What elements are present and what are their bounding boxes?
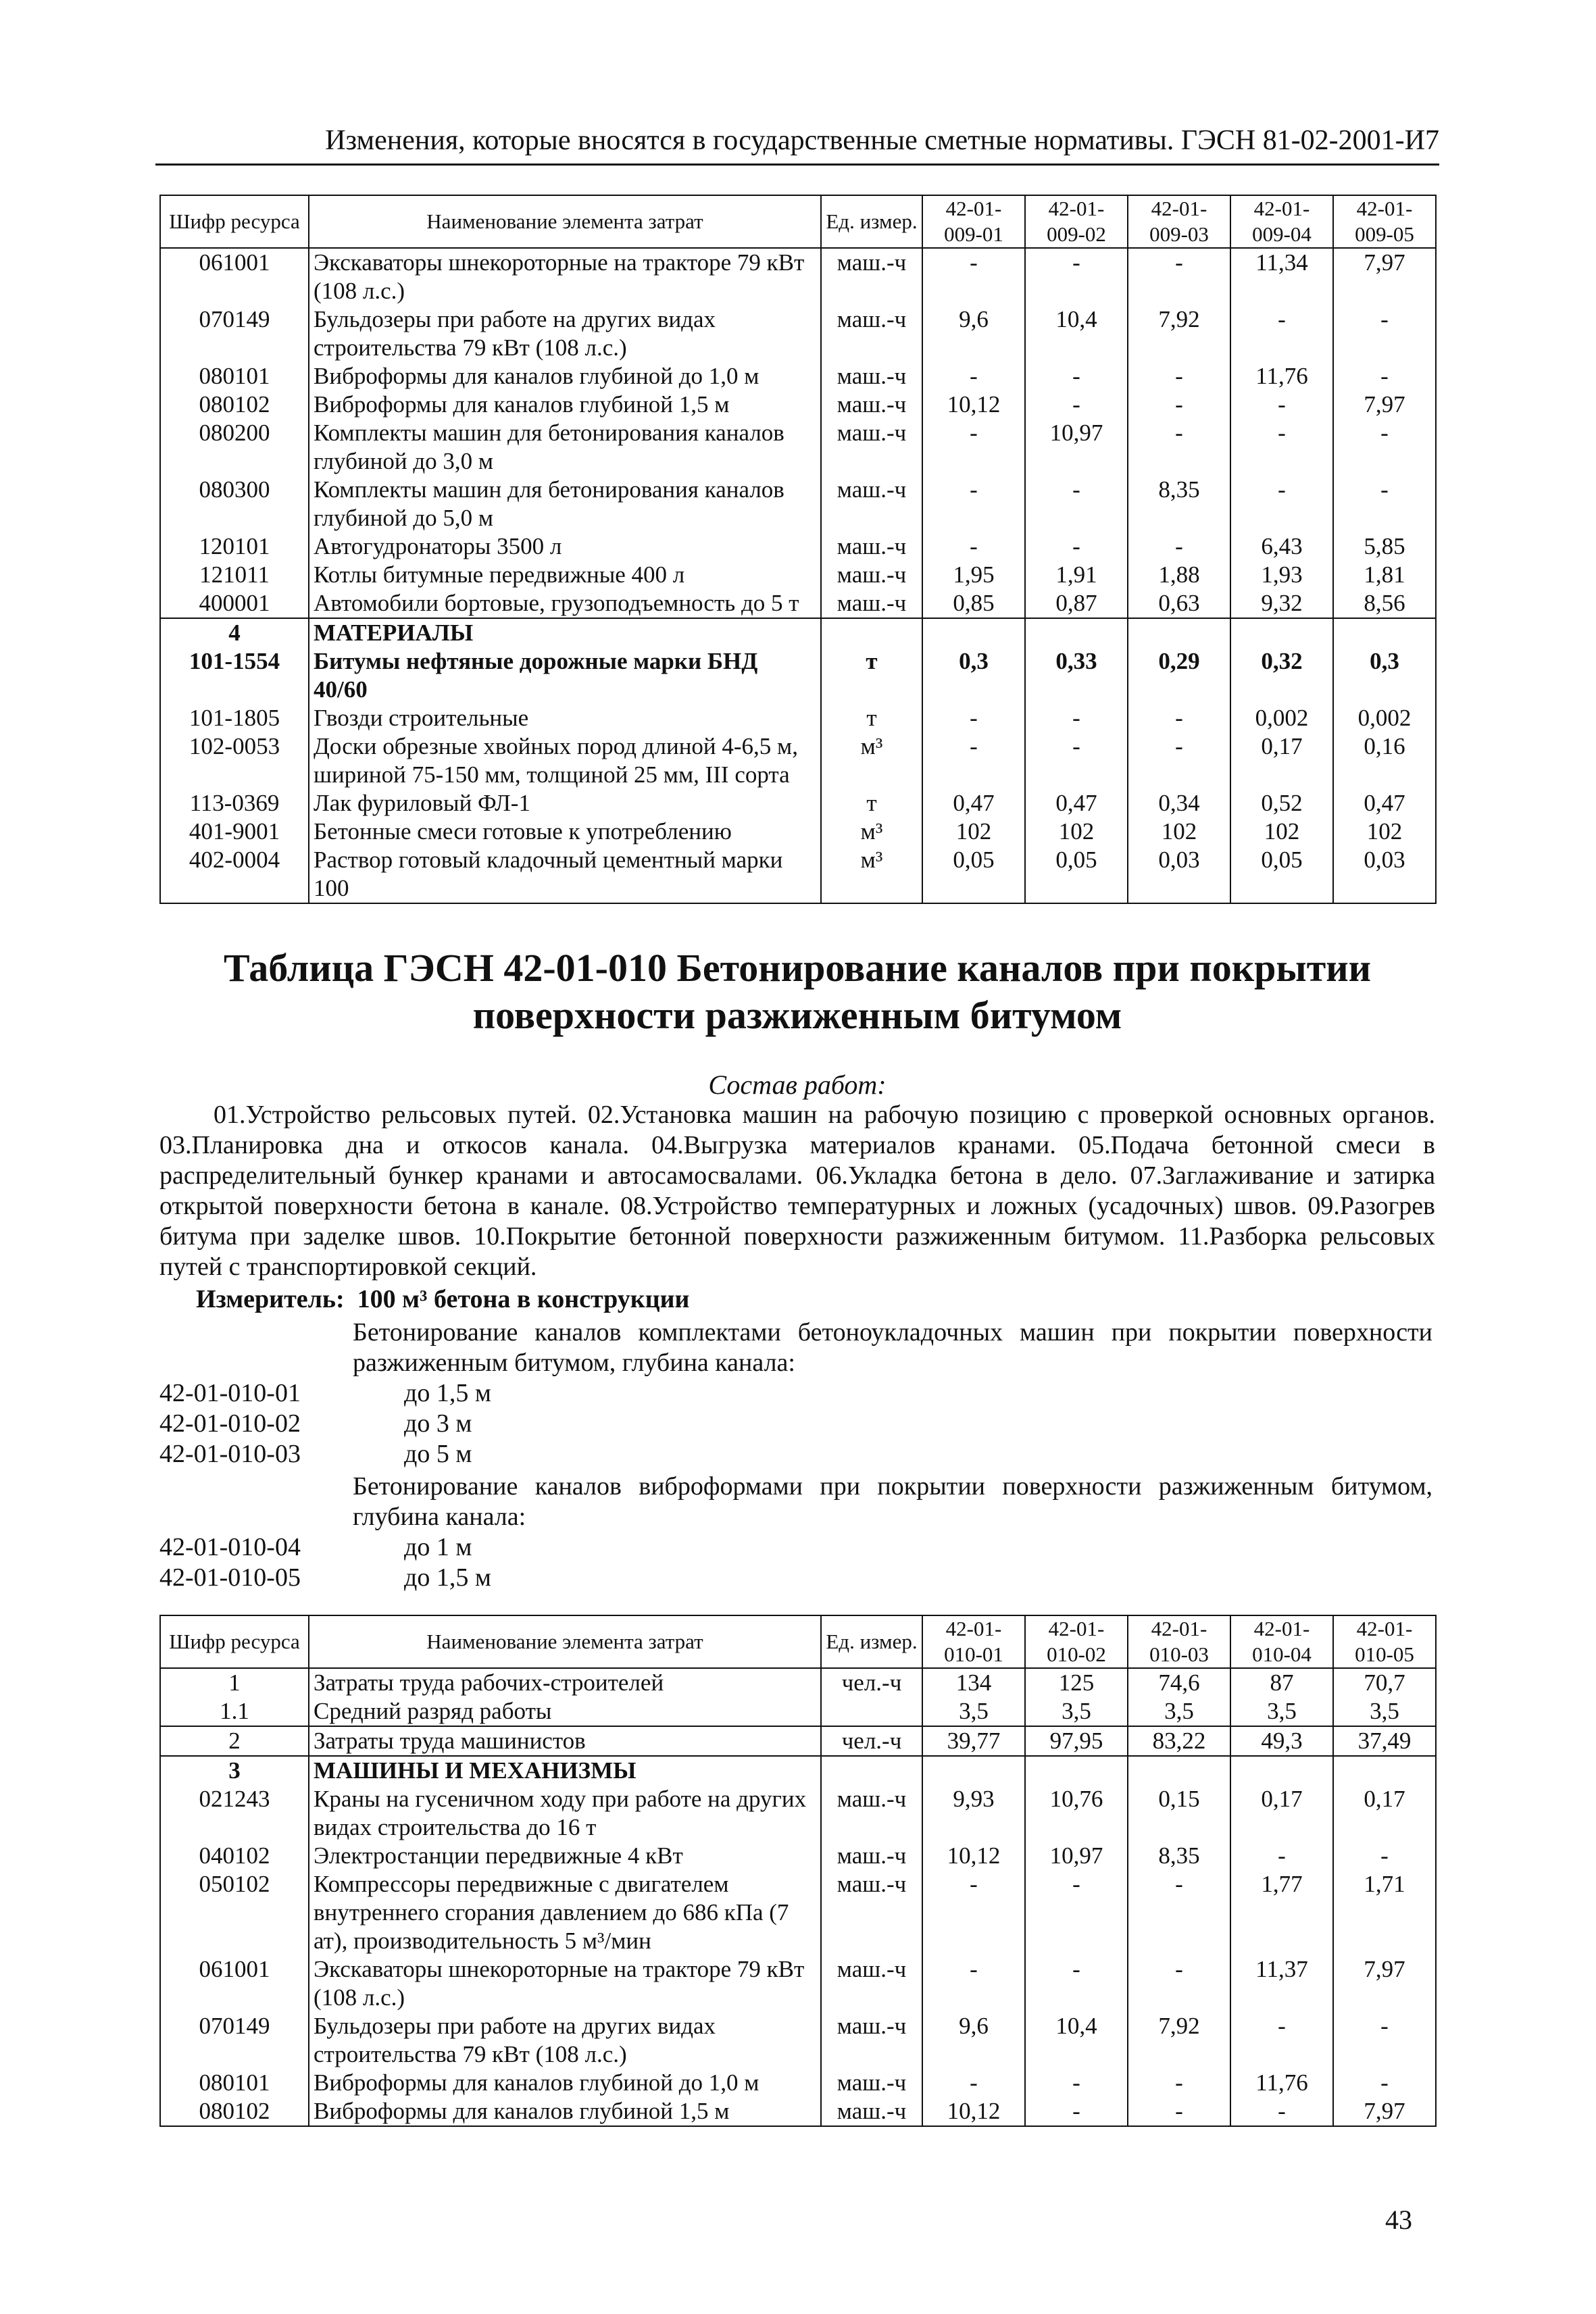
resource-table-009 <box>159 195 1437 904</box>
norm-value <box>922 1756 1025 1785</box>
norm-value: 37,49 <box>1333 1726 1436 1756</box>
norm-value: - <box>1025 391 1128 419</box>
resource-code: 402-0004 <box>160 846 309 903</box>
column-header: Шифр ресурса <box>160 1615 309 1668</box>
norm-value: - <box>1128 248 1230 305</box>
norm-value: 10,97 <box>1025 419 1128 476</box>
norm-value: 0,002 <box>1333 704 1436 732</box>
table-row <box>160 2012 1436 2069</box>
norm-value: - <box>1230 2097 1333 2126</box>
norm-value: 8,56 <box>1333 589 1436 618</box>
norm-value: - <box>1025 704 1128 732</box>
resource-code: 121011 <box>160 561 309 589</box>
norm-value <box>1025 1756 1128 1785</box>
table-row <box>160 1870 1436 1955</box>
resource-name: МАТЕРИАЛЫ <box>309 618 821 647</box>
norm-value: 70,7 <box>1333 1668 1436 1697</box>
norm-value: - <box>1230 419 1333 476</box>
table-row <box>160 1842 1436 1870</box>
norm-value: 0,16 <box>1333 732 1436 789</box>
resource-table-010 <box>159 1615 1437 2127</box>
unit: чел.-ч <box>821 1726 922 1756</box>
norm-value: 83,22 <box>1128 1726 1230 1756</box>
work-composition-label: Состав работ: <box>708 1070 887 1100</box>
norm-value: 0,15 <box>1128 1785 1230 1842</box>
norm-value: - <box>1025 1870 1128 1955</box>
resource-code: 1 <box>160 1668 309 1697</box>
unit: маш.-ч <box>821 476 922 532</box>
norm-value: - <box>922 704 1025 732</box>
norm-depth: до 3 м <box>404 1409 472 1438</box>
column-header: 42-01- 010-04 <box>1230 1615 1333 1668</box>
norm-value: 0,05 <box>922 846 1025 903</box>
column-header: 42-01- 009-01 <box>922 195 1025 248</box>
norm-value: - <box>1128 1870 1230 1955</box>
unit: маш.-ч <box>821 1870 922 1955</box>
table-row <box>160 1785 1436 1842</box>
column-header: 42-01- 010-03 <box>1128 1615 1230 1668</box>
column-header: Наименование элемента затрат <box>309 195 821 248</box>
table-row <box>160 818 1436 846</box>
resource-code: 070149 <box>160 305 309 362</box>
norm-value: 102 <box>1333 818 1436 846</box>
resource-code: 040102 <box>160 1842 309 1870</box>
norm-code: 42-01-010-05 <box>159 1563 301 1592</box>
work-composition-text: 01.Устройство рельсовых путей. 02.Установка машин на рабочую позицию с проверкой основных органов. 03.Планировка дна и откосов канала. 04.Выгрузка материалов кранами. 05.Подача бетонной смеси в распределительный бункер кранами и автосамосвалами. 06.Укладка бетона в дело. 07.Заглаживание и затирка открытой поверхности бетона в канале. 08.Устройство температурных и ложных (усадочных) швов. 09.Разогрев битума при заделке швов. 10.Покрытие бетонной поверхности разжиженным битумом. 11.Разборка рельсовых путей с транспортировкой секций. <box>159 1101 1435 1281</box>
unit: маш.-ч <box>821 362 922 391</box>
norm-value: 0,17 <box>1333 1785 1436 1842</box>
norm-value: - <box>1025 2097 1128 2126</box>
norm-value: - <box>1128 362 1230 391</box>
table-row <box>160 1697 1436 1726</box>
resource-code: 080300 <box>160 476 309 532</box>
norm-value: - <box>1128 391 1230 419</box>
norm-value: - <box>1333 476 1436 532</box>
norm-value: 0,47 <box>1025 789 1128 818</box>
measure-value: 100 м³ бетона в конструкции <box>357 1285 690 1313</box>
norm-value: 0,32 <box>1230 647 1333 704</box>
resource-code: 061001 <box>160 248 309 305</box>
resource-code: 2 <box>160 1726 309 1756</box>
norm-value: 0,03 <box>1333 846 1436 903</box>
resource-code: 101-1554 <box>160 647 309 704</box>
resource-code: 021243 <box>160 1785 309 1842</box>
resource-name: Битумы нефтяные дорожные марки БНД 40/60 <box>309 647 821 704</box>
norm-value: 97,95 <box>1025 1726 1128 1756</box>
resource-name: Виброформы для каналов глубиной до 1,0 м <box>309 2069 821 2097</box>
norm-value: 8,35 <box>1128 1842 1230 1870</box>
norm-value <box>1333 618 1436 647</box>
table-row <box>160 305 1436 362</box>
norm-value: 87 <box>1230 1668 1333 1697</box>
norm-value: 9,93 <box>922 1785 1025 1842</box>
resource-name: Котлы битумные передвижные 400 л <box>309 561 821 589</box>
unit: м³ <box>821 818 922 846</box>
norm-value: - <box>1025 1955 1128 2012</box>
resource-code: 4 <box>160 618 309 647</box>
norm-value: - <box>922 419 1025 476</box>
norm-value: 0,33 <box>1025 647 1128 704</box>
table-header-row <box>160 1615 1436 1668</box>
column-header: 42-01- 009-03 <box>1128 195 1230 248</box>
norm-value <box>1128 1756 1230 1785</box>
norm-value: 0,85 <box>922 589 1025 618</box>
resource-code: 101-1805 <box>160 704 309 732</box>
resource-code: 1.1 <box>160 1697 309 1726</box>
resource-code: 113-0369 <box>160 789 309 818</box>
norm-value: 1,91 <box>1025 561 1128 589</box>
norm-value: 10,12 <box>922 2097 1025 2126</box>
unit: маш.-ч <box>821 2069 922 2097</box>
norm-code: 42-01-010-03 <box>159 1440 301 1468</box>
resource-name: Средний разряд работы <box>309 1697 821 1726</box>
norm-value: 0,3 <box>1333 647 1436 704</box>
resource-code: 080101 <box>160 2069 309 2097</box>
table-row <box>160 789 1436 818</box>
norm-value: - <box>1025 532 1128 561</box>
norm-value: 11,76 <box>1230 362 1333 391</box>
norm-value: 1,88 <box>1128 561 1230 589</box>
norm-value: 7,97 <box>1333 2097 1436 2126</box>
norm-value <box>1128 618 1230 647</box>
norm-value: - <box>922 248 1025 305</box>
norm-depth: до 5 м <box>404 1440 472 1468</box>
unit: т <box>821 704 922 732</box>
unit: чел.-ч <box>821 1668 922 1697</box>
norm-value: 102 <box>1025 818 1128 846</box>
table-row <box>160 532 1436 561</box>
table-row <box>160 476 1436 532</box>
table-row <box>160 248 1436 305</box>
norm-value: 1,77 <box>1230 1870 1333 1955</box>
unit: м³ <box>821 846 922 903</box>
norm-value: 10,12 <box>922 1842 1025 1870</box>
unit <box>821 618 922 647</box>
norm-value: 3,5 <box>1128 1697 1230 1726</box>
norm-value: - <box>1025 2069 1128 2097</box>
norm-value: 7,97 <box>1333 248 1436 305</box>
norm-value: 10,97 <box>1025 1842 1128 1870</box>
norm-value: 7,92 <box>1128 305 1230 362</box>
measure-label: Измеритель: <box>196 1285 345 1313</box>
unit: маш.-ч <box>821 419 922 476</box>
resource-code: 061001 <box>160 1955 309 2012</box>
unit: т <box>821 789 922 818</box>
norm-depth: до 1,5 м <box>404 1379 491 1407</box>
norm-value: - <box>1025 362 1128 391</box>
column-header: 42-01- 010-05 <box>1333 1615 1436 1668</box>
norm-value: 11,76 <box>1230 2069 1333 2097</box>
norm-value: 7,97 <box>1333 391 1436 419</box>
norm-value: - <box>1333 419 1436 476</box>
resource-code: 080102 <box>160 391 309 419</box>
column-header: Ед. измер. <box>821 1615 922 1668</box>
resource-name: Доски обрезные хвойных пород длиной 4-6,5 м, шириной 75-150 мм, толщиной 25 мм, III сорта <box>309 732 821 789</box>
norm-value: 1,93 <box>1230 561 1333 589</box>
resource-name: Виброформы для каналов глубиной 1,5 м <box>309 391 821 419</box>
norm-value: - <box>1230 391 1333 419</box>
norm-value: 1,71 <box>1333 1870 1436 1955</box>
unit: маш.-ч <box>821 1955 922 2012</box>
resource-name: Экскаваторы шнекороторные на тракторе 79 кВт (108 л.с.) <box>309 248 821 305</box>
table-row <box>160 704 1436 732</box>
norm-code: 42-01-010-02 <box>159 1409 301 1438</box>
unit: маш.-ч <box>821 561 922 589</box>
column-header: 42-01- 010-02 <box>1025 1615 1128 1668</box>
table-row <box>160 419 1436 476</box>
page-number: 43 <box>1385 2205 1412 2235</box>
unit: маш.-ч <box>821 1785 922 1842</box>
unit: маш.-ч <box>821 2097 922 2126</box>
resource-name: Лак фуриловый ФЛ-1 <box>309 789 821 818</box>
norm-value: 102 <box>1230 818 1333 846</box>
table-row <box>160 618 1436 647</box>
table-row <box>160 647 1436 704</box>
unit <box>821 1756 922 1785</box>
running-header: Изменения, которые вносятся в государственные сметные нормативы. ГЭСН 81-02-2001-И7 <box>155 122 1439 166</box>
norm-value: 102 <box>922 818 1025 846</box>
table-row <box>160 391 1436 419</box>
norm-value: - <box>1230 1842 1333 1870</box>
norm-value: 0,17 <box>1230 1785 1333 1842</box>
resource-name: Комплекты машин для бетонирования каналов глубиной до 5,0 м <box>309 476 821 532</box>
norm-value: 0,52 <box>1230 789 1333 818</box>
unit: маш.-ч <box>821 2012 922 2069</box>
resource-code: 401-9001 <box>160 818 309 846</box>
resource-code: 400001 <box>160 589 309 618</box>
norm-value: 3,5 <box>1025 1697 1128 1726</box>
table-row <box>160 2069 1436 2097</box>
resource-name: Затраты труда машинистов <box>309 1726 821 1756</box>
norm-value: 7,92 <box>1128 2012 1230 2069</box>
resource-name: Краны на гусеничном ходу при работе на других видах строительства до 16 т <box>309 1785 821 1842</box>
unit: м³ <box>821 732 922 789</box>
norm-value: - <box>1128 532 1230 561</box>
resource-code: 3 <box>160 1756 309 1785</box>
norm-value: - <box>1333 2069 1436 2097</box>
group1-codes <box>159 1378 362 1469</box>
resource-name: Бетонные смеси готовые к употреблению <box>309 818 821 846</box>
norm-value: 0,05 <box>1230 846 1333 903</box>
norm-value: 10,12 <box>922 391 1025 419</box>
table-row <box>160 1726 1436 1756</box>
unit: маш.-ч <box>821 1842 922 1870</box>
norm-value: 1,95 <box>922 561 1025 589</box>
norm-value: 0,47 <box>922 789 1025 818</box>
norm-value: - <box>1128 732 1230 789</box>
norm-value: - <box>1128 419 1230 476</box>
norm-value <box>1230 618 1333 647</box>
resource-code: 070149 <box>160 2012 309 2069</box>
norm-value: 11,34 <box>1230 248 1333 305</box>
norm-value: 1,81 <box>1333 561 1436 589</box>
column-header: 42-01- 009-02 <box>1025 195 1128 248</box>
norm-value: 49,3 <box>1230 1726 1333 1756</box>
norm-code: 42-01-010-04 <box>159 1533 301 1561</box>
resource-name: Раствор готовый кладочный цементный марки 100 <box>309 846 821 903</box>
resource-name: МАШИНЫ И МЕХАНИЗМЫ <box>309 1756 821 1785</box>
column-header: Наименование элемента затрат <box>309 1615 821 1668</box>
column-header: 42-01- 009-04 <box>1230 195 1333 248</box>
resource-name: Бульдозеры при работе на других видах строительства 79 кВт (108 л.с.) <box>309 2012 821 2069</box>
norm-value: 0,17 <box>1230 732 1333 789</box>
table-row <box>160 846 1436 903</box>
group2-description: Бетонирование каналов виброформами при покрытии поверхности разжиженным битумом, глубина канала: <box>353 1472 1432 1531</box>
norm-value: - <box>922 1955 1025 2012</box>
norm-value: 39,77 <box>922 1726 1025 1756</box>
table-row <box>160 1668 1436 1697</box>
resource-name: Экскаваторы шнекороторные на тракторе 79 кВт (108 л.с.) <box>309 1955 821 2012</box>
resource-name: Автомобили бортовые, грузоподъемность до 5 т <box>309 589 821 618</box>
norm-value: 0,3 <box>922 647 1025 704</box>
norm-value: - <box>922 732 1025 789</box>
norm-value: 10,4 <box>1025 305 1128 362</box>
table-row <box>160 1756 1436 1785</box>
resource-name: Компрессоры передвижные с двигателем внутреннего сгорания давлением до 686 кПа (7 ат), производительность 5 м³/мин <box>309 1870 821 1955</box>
norm-value: - <box>1025 476 1128 532</box>
norm-value: 3,5 <box>922 1697 1025 1726</box>
resource-name: Затраты труда рабочих-строителей <box>309 1668 821 1697</box>
norm-value: 10,76 <box>1025 1785 1128 1842</box>
norm-value: 0,29 <box>1128 647 1230 704</box>
norm-value: - <box>922 362 1025 391</box>
norm-value: 8,35 <box>1128 476 1230 532</box>
resource-name: Комплекты машин для бетонирования каналов глубиной до 3,0 м <box>309 419 821 476</box>
resource-name: Бульдозеры при работе на других видах строительства 79 кВт (108 л.с.) <box>309 305 821 362</box>
unit: маш.-ч <box>821 305 922 362</box>
group1-description: Бетонирование каналов комплектами бетоноукладочных машин при покрытии поверхности разжиженным битумом, глубина канала: <box>353 1318 1432 1377</box>
table-row <box>160 2097 1436 2126</box>
unit: маш.-ч <box>821 589 922 618</box>
column-header: 42-01- 009-05 <box>1333 195 1436 248</box>
measure-line <box>196 1284 689 1315</box>
norm-value: 0,47 <box>1333 789 1436 818</box>
group2-values <box>404 1532 674 1593</box>
group2-codes <box>159 1532 362 1593</box>
norm-value: - <box>1333 1842 1436 1870</box>
norm-value: - <box>922 2069 1025 2097</box>
norm-value: - <box>1128 2097 1230 2126</box>
table-title: Таблица ГЭСН 42-01-010 Бетонирование каналов при покрытии поверхности разжиженным битумом <box>223 946 1372 1037</box>
norm-value: 9,32 <box>1230 589 1333 618</box>
norm-value: - <box>1230 2012 1333 2069</box>
resource-code: 080200 <box>160 419 309 476</box>
norm-value: 74,6 <box>1128 1668 1230 1697</box>
norm-value: 0,34 <box>1128 789 1230 818</box>
norm-code: 42-01-010-01 <box>159 1379 301 1407</box>
norm-value <box>1333 1756 1436 1785</box>
norm-value: - <box>922 532 1025 561</box>
norm-value: 0,002 <box>1230 704 1333 732</box>
norm-value: 3,5 <box>1333 1697 1436 1726</box>
norm-value: 9,6 <box>922 305 1025 362</box>
resource-name: Виброформы для каналов глубиной 1,5 м <box>309 2097 821 2126</box>
norm-value: 102 <box>1128 818 1230 846</box>
resource-name: Электростанции передвижные 4 кВт <box>309 1842 821 1870</box>
table-row <box>160 561 1436 589</box>
norm-value: - <box>1025 248 1128 305</box>
resource-code: 102-0053 <box>160 732 309 789</box>
norm-value: 0,63 <box>1128 589 1230 618</box>
resource-code: 120101 <box>160 532 309 561</box>
norm-value: - <box>1333 362 1436 391</box>
norm-value: - <box>922 476 1025 532</box>
resource-name: Виброформы для каналов глубиной до 1,0 м <box>309 362 821 391</box>
norm-depth: до 1,5 м <box>404 1563 491 1592</box>
norm-value: 134 <box>922 1668 1025 1697</box>
norm-value: 0,87 <box>1025 589 1128 618</box>
norm-value: - <box>1128 1955 1230 2012</box>
unit: маш.-ч <box>821 248 922 305</box>
norm-value: 7,97 <box>1333 1955 1436 2012</box>
norm-value: 3,5 <box>1230 1697 1333 1726</box>
norm-value: 0,03 <box>1128 846 1230 903</box>
table-row <box>160 1955 1436 2012</box>
resource-code: 080102 <box>160 2097 309 2126</box>
column-header: 42-01- 010-01 <box>922 1615 1025 1668</box>
norm-depth: до 1 м <box>404 1533 472 1561</box>
norm-value: - <box>922 1870 1025 1955</box>
unit: маш.-ч <box>821 391 922 419</box>
norm-value: - <box>1128 2069 1230 2097</box>
unit <box>821 1697 922 1726</box>
resource-name: Гвозди строительные <box>309 704 821 732</box>
resource-name: Автогудронаторы 3500 л <box>309 532 821 561</box>
norm-value: - <box>1230 305 1333 362</box>
unit: маш.-ч <box>821 532 922 561</box>
resource-code: 080101 <box>160 362 309 391</box>
norm-value: 9,6 <box>922 2012 1025 2069</box>
norm-value: 5,85 <box>1333 532 1436 561</box>
norm-value: - <box>1333 2012 1436 2069</box>
table-row <box>160 362 1436 391</box>
table-row <box>160 589 1436 618</box>
norm-value: - <box>1025 732 1128 789</box>
norm-value: - <box>1128 704 1230 732</box>
norm-value: 11,37 <box>1230 1955 1333 2012</box>
resource-code: 050102 <box>160 1870 309 1955</box>
norm-value <box>922 618 1025 647</box>
norm-value: 6,43 <box>1230 532 1333 561</box>
norm-value: - <box>1333 305 1436 362</box>
norm-value: 0,05 <box>1025 846 1128 903</box>
column-header: Шифр ресурса <box>160 195 309 248</box>
table-header-row <box>160 195 1436 248</box>
norm-value: 10,4 <box>1025 2012 1128 2069</box>
norm-value: 125 <box>1025 1668 1128 1697</box>
norm-value <box>1025 618 1128 647</box>
group1-values <box>404 1378 674 1469</box>
column-header: Ед. измер. <box>821 195 922 248</box>
norm-value <box>1230 1756 1333 1785</box>
norm-value: - <box>1230 476 1333 532</box>
unit: т <box>821 647 922 704</box>
table-row <box>160 732 1436 789</box>
